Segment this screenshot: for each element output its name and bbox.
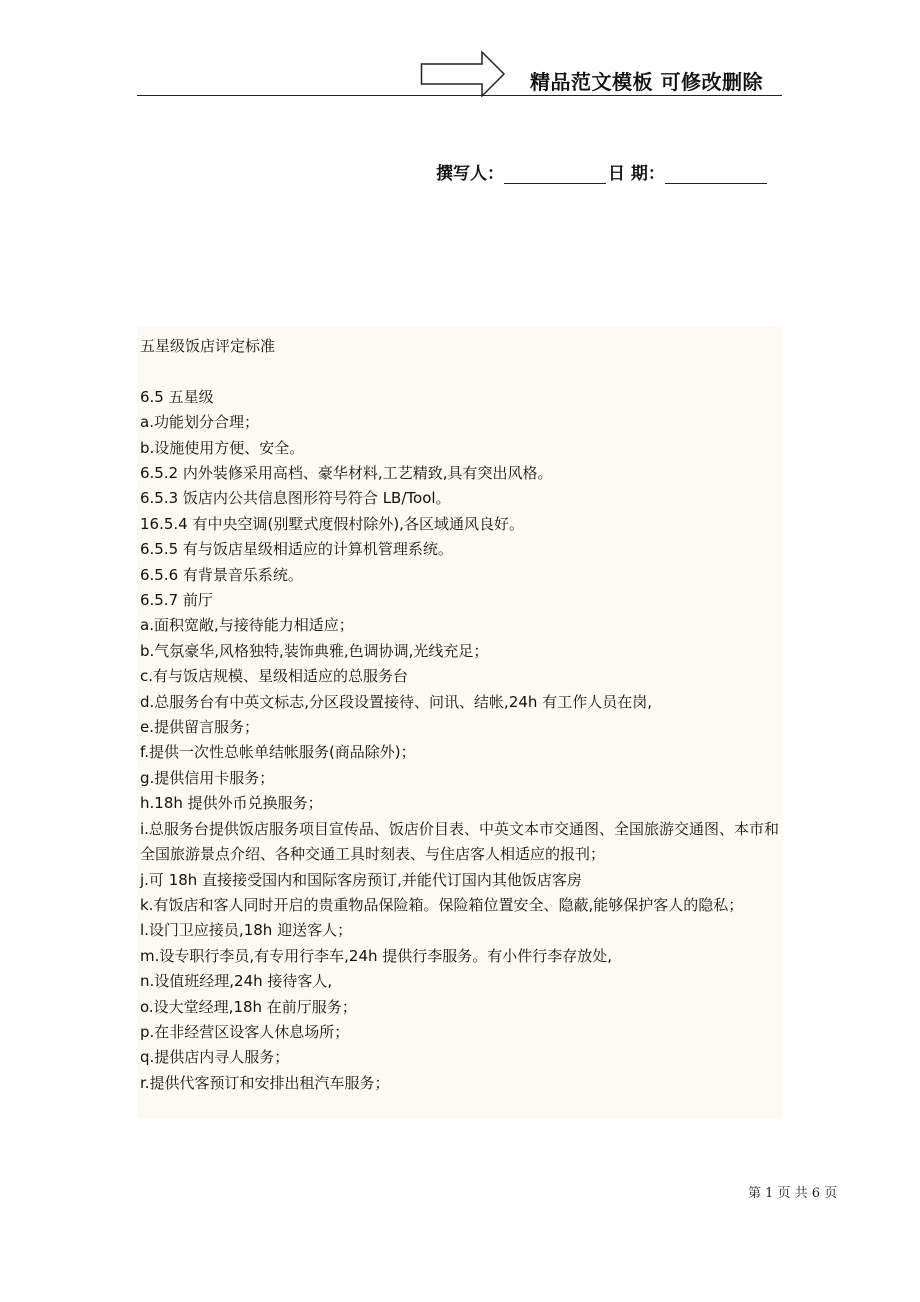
author-date-row	[436, 160, 767, 184]
list-item: b.气氛豪华,风格独特,装饰典雅,色调协调,光线充足；	[140, 641, 489, 660]
list-item: o.设大堂经理,18h 在前厅服务；	[140, 997, 357, 1016]
spacer	[140, 359, 782, 384]
header-divider	[137, 95, 782, 96]
list-item: 6.5.3 饭店内公共信息图形符号符合 LB/Tool。	[140, 489, 451, 508]
list-item: b.设施使用方便、安全。	[140, 438, 305, 457]
list-item: g.提供信用卡服务；	[140, 768, 275, 787]
list-item: 6.5.5 有与饭店星级相适应的计算机管理系统。	[140, 540, 453, 559]
list-item: r.提供代客预订和安排出租汽车服务；	[140, 1073, 390, 1092]
page-header	[0, 0, 920, 100]
list-item: a.面积宽敞,与接待能力相适应；	[140, 616, 354, 635]
list-item: i.总服务台提供饭店服务项目宣传品、饭店价目表、中英文本市交通图、全国旅游交通图、本市和全国旅游景点介绍、各种交通工具时刻表、与住店客人相适应的报刊；	[140, 819, 779, 864]
list-item: n.设值班经理,24h 接待客人,	[140, 972, 333, 991]
list-item: 16.5.4 有中央空调(别墅式度假村除外),各区域通风良好。	[140, 514, 524, 533]
list-item: e.提供留言服务；	[140, 718, 259, 737]
author-label: 撰写人：	[436, 164, 504, 184]
list-item: p.在非经营区设客人休息场所；	[140, 1022, 350, 1041]
list-item: f.提供一次性总帐单结帐服务(商品除外)；	[140, 743, 416, 762]
date-blank-field[interactable]	[665, 165, 767, 184]
list-item: k.有饭店和客人同时开启的贵重物品保险箱。保险箱位置安全、隐蔽,能够保护客人的隐私；	[140, 895, 744, 914]
list-item: a.功能划分合理；	[140, 413, 259, 432]
section-heading: 6.5.7 前厅	[140, 591, 213, 610]
author-blank-field[interactable]	[504, 165, 606, 184]
list-item: c.有与饭店规模、星级相适应的总服务台	[140, 667, 409, 686]
page-number: 第 1 页 共 6 页	[748, 1186, 838, 1201]
list-item: 6.5.2 内外装修采用高档、豪华材料,工艺精致,具有突出风格。	[140, 464, 553, 483]
list-item: l.设门卫应接员,18h 迎送客人；	[140, 921, 353, 940]
document-content	[140, 334, 782, 1096]
right-arrow-icon	[420, 50, 506, 98]
document-title: 五星级饭店评定标准	[140, 337, 276, 355]
header-title: 精品范文模板 可修改删除	[530, 70, 763, 94]
list-item: d.总服务台有中英文标志,分区段设置接待、问讯、结帐,24h 有工作人员在岗,	[140, 692, 652, 711]
list-item: j.可 18h 直接接受国内和国际客房预订,并能代订国内其他饭店客房	[140, 870, 582, 889]
list-item: q.提供店内寻人服务；	[140, 1048, 290, 1067]
section-heading: 6.5 五星级	[140, 387, 214, 406]
list-item: h.18h 提供外币兑换服务；	[140, 794, 323, 813]
list-item: 6.5.6 有背景音乐系统。	[140, 565, 303, 584]
list-item: m.设专职行李员,有专用行李车,24h 提供行李服务。有小件行李存放处,	[140, 946, 613, 965]
date-label: 日 期：	[608, 164, 665, 184]
